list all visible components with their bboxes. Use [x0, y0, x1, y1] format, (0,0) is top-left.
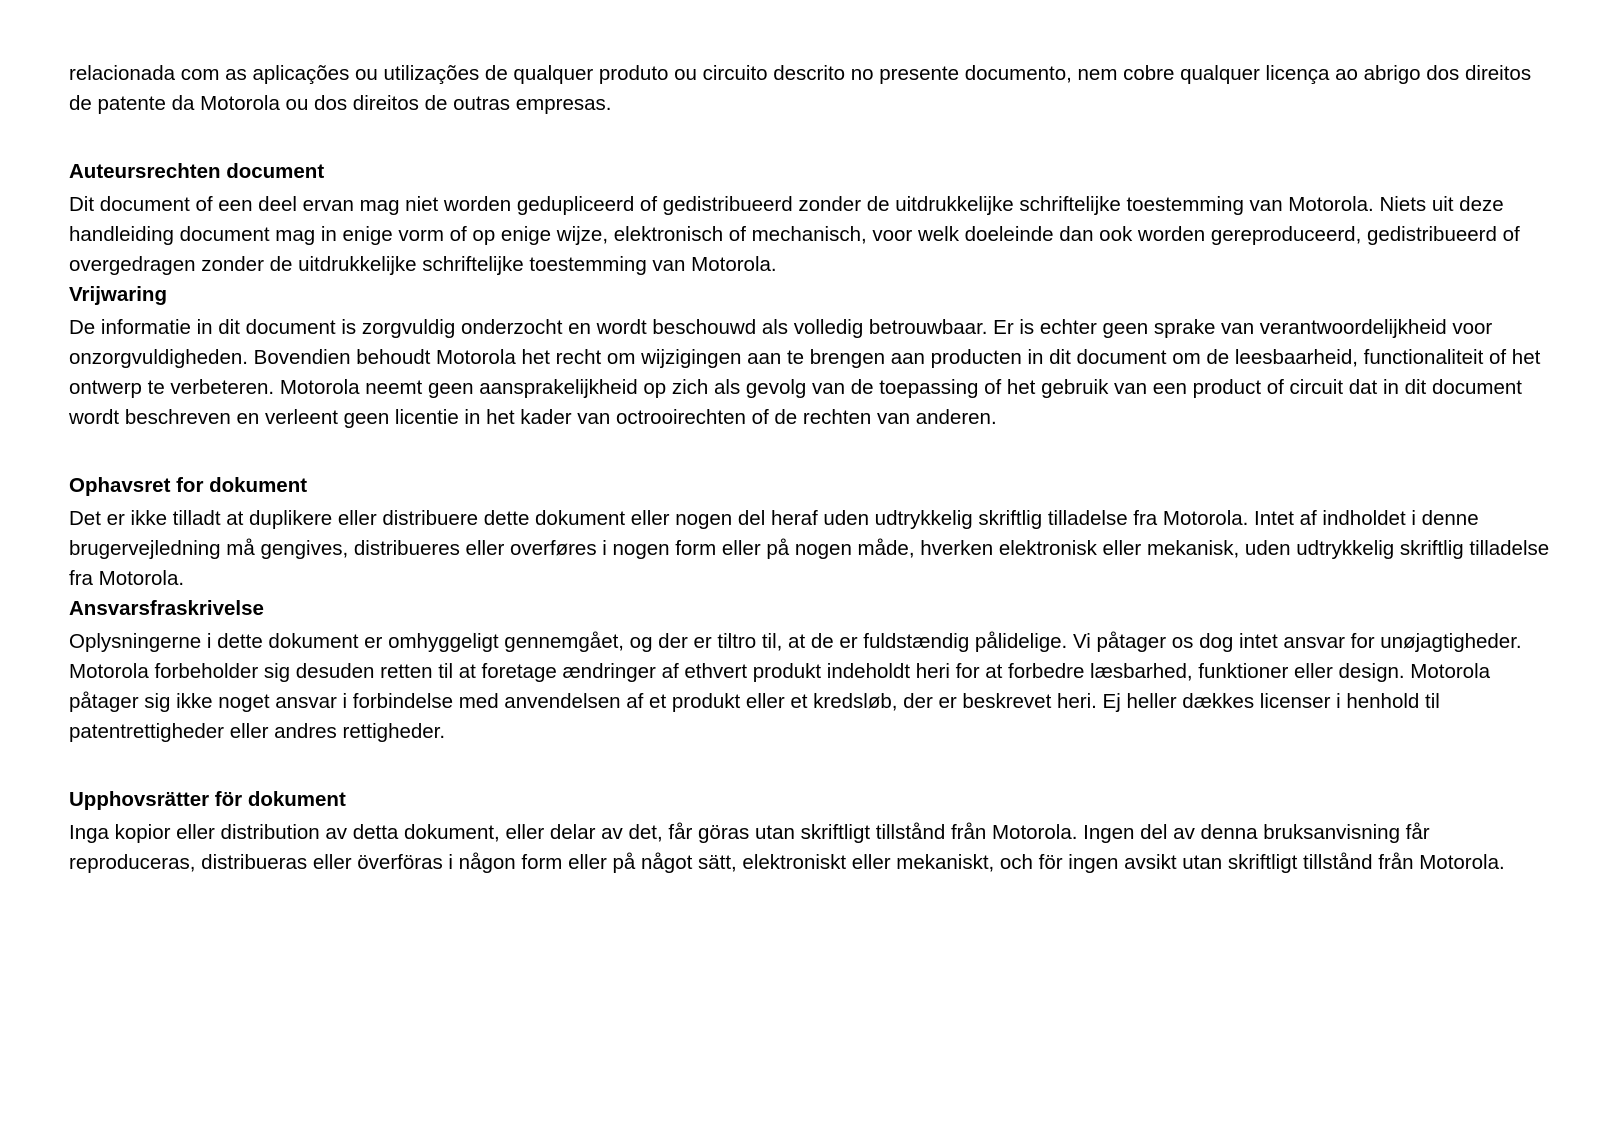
section-body-vrijwaring: De informatie in dit document is zorgvuldig onderzocht en wordt beschouwd als volledig betrouwbaar. Er is echter geen sprake van verantwoordelijkheid voor onzorgvuldigheden. Bovendien behoudt Motorola het recht om wijzigingen aan te brengen aan producten in dit document om de leesbaarheid, functionaliteit of het ontwerp te verbeteren. Motorola neemt geen aansprakelijkheid op zich als gevolg van de toepassing of het gebruik van een product of circuit dat in dit document wordt beschreven en verleent geen licentie in het kader van octrooirechten of de rechten van anderen. [69, 316, 1541, 429]
section-heading-ansvarsfraskrivelse: Ansvarsfraskrivelse [69, 597, 264, 620]
spacer [69, 119, 1559, 157]
section-heading-vrijwaring: Vrijwaring [69, 283, 167, 306]
section-body-upphovsratter: Inga kopior eller distribution av detta dokument, eller delar av det, får göras utan skriftligt tillstånd från Motorola. Ingen del av denna bruksanvisning får reproduceras, distribueras eller överföras i någon form eller på något sätt, elektroniskt eller mekaniskt, och för ingen avsikt utan skriftligt tillstånd från Motorola. [69, 821, 1505, 874]
spacer [69, 747, 1559, 785]
intro-paragraph: relacionada com as aplicações ou utilizações de qualquer produto ou circuito descrito no presente documento, nem cobre qualquer licença ao abrigo dos direitos de patente da Motorola ou dos direitos de outras empresas. [69, 62, 1532, 115]
spacer [69, 433, 1559, 471]
section-heading-ophavsret: Ophavsret for dokument [69, 474, 308, 497]
section-body-ansvarsfraskrivelse: Oplysningerne i dette dokument er omhyggeligt gennemgået, og der er tiltro til, at de er fuldstændig pålidelige. Vi påtager os dog intet ansvar for unøjagtigheder. Motorola forbeholder sig desuden retten til at foretage ændringer af ethvert produkt indeholdt heri for at forbedre læsbarhed, funktioner eller design. Motorola påtager sig ikke noget ansvar i forbindelse med anvendelsen af et produkt eller et kredsløb, der er beskrevet heri. Ej heller dækkes licenser i henhold til patentrettigheder eller andres rettigheder. [69, 630, 1522, 743]
document-content [69, 59, 1559, 878]
section-heading-auteursrechten: Auteursrechten document [69, 160, 325, 183]
section-body-auteursrechten: Dit document of een deel ervan mag niet worden gedupliceerd of gedistribueerd zonder de uitdrukkelijke schriftelijke toestemming van Motorola. Niets uit deze handleiding document mag in enige vorm of op enige wijze, elektronisch of mechanisch, voor welk doeleinde dan ook worden gereproduceerd, gedistribueerd of overgedragen zonder de uitdrukkelijke schriftelijke toestemming van Motorola. [69, 193, 1520, 276]
section-body-ophavsret: Det er ikke tilladt at duplikere eller distribuere dette dokument eller nogen del heraf uden udtrykkelig skriftlig tilladelse fra Motorola. Intet af indholdet i denne brugervejledning må gengives, distribueres eller overføres i nogen form eller på nogen måde, hverken elektronisk eller mekanisk, uden udtrykkelig skriftlig tilladelse fra Motorola. [69, 507, 1550, 590]
section-heading-upphovsratter: Upphovsrätter för dokument [69, 788, 346, 811]
